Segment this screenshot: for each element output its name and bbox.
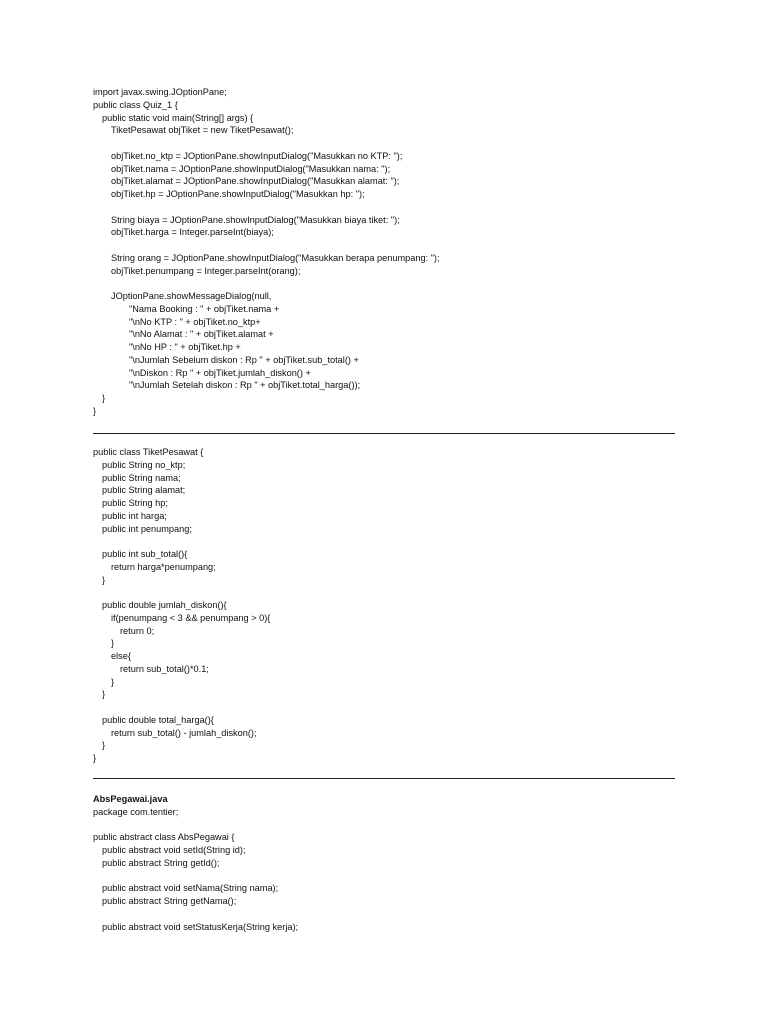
code-line: } xyxy=(93,753,97,763)
code-line: public abstract String getNama(); xyxy=(102,896,237,906)
code-line: return sub_total()*0.1; xyxy=(120,663,209,674)
code-line: if(penumpang < 3 && penumpang > 0){ xyxy=(111,612,271,623)
code-line: public String no_ktp; xyxy=(102,459,186,470)
code-line: "\nDiskon : Rp " + objTiket.jumlah_diskon() + xyxy=(129,367,311,378)
code-line: public int penumpang; xyxy=(102,523,192,534)
section-divider xyxy=(93,433,675,434)
code-line: String orang = JOptionPane.showInputDialog("Masukkan berapa penumpang: "); xyxy=(111,252,440,263)
code-line: "Nama Booking : " + objTiket.nama + xyxy=(129,303,280,314)
code-line: return harga*penumpang; xyxy=(111,561,216,572)
code-line: String biaya = JOptionPane.showInputDialog("Masukkan biaya tiket: "); xyxy=(111,214,400,225)
tiket-code-block xyxy=(93,446,675,765)
code-line: "\nNo Alamat : " + objTiket.alamat + xyxy=(129,329,274,340)
blank-line xyxy=(93,535,675,548)
section-divider xyxy=(93,778,675,779)
blank-line xyxy=(93,870,675,883)
code-line: public abstract String getId(); xyxy=(102,857,220,868)
code-line: } xyxy=(111,638,115,649)
code-line: "\nJumlah Sebelum diskon : Rp " + objTiket.sub_total() + xyxy=(129,354,359,365)
blank-line xyxy=(93,819,675,832)
abs-code-block xyxy=(93,806,675,934)
code-line: objTiket.no_ktp = JOptionPane.showInputDialog("Masukkan no KTP: "); xyxy=(111,150,403,161)
code-line: JOptionPane.showMessageDialog(null, xyxy=(111,291,272,301)
code-line: return sub_total() - jumlah_diskon(); xyxy=(111,727,257,738)
code-line: public class TiketPesawat { xyxy=(93,447,204,457)
abs-code-section xyxy=(93,793,675,933)
code-line: TiketPesawat objTiket = new TiketPesawat(); xyxy=(111,125,294,136)
quiz-code-block xyxy=(93,86,675,418)
code-line: "\nJumlah Setelah diskon : Rp " + objTiket.total_harga()); xyxy=(129,380,361,391)
code-line: return 0; xyxy=(120,625,155,636)
code-line: import javax.swing.JOptionPane; xyxy=(93,87,227,97)
code-line: objTiket.nama = JOptionPane.showInputDialog("Masukkan nama: "); xyxy=(111,163,391,174)
code-line: public double jumlah_diskon(){ xyxy=(102,600,227,610)
file-title: AbsPegawai.java xyxy=(93,794,168,804)
code-line: public abstract void setNama(String nama); xyxy=(102,883,279,894)
code-line: objTiket.alamat = JOptionPane.showInputDialog("Masukkan alamat: "); xyxy=(111,176,400,187)
code-line: public abstract void setId(String id); xyxy=(102,845,246,855)
blank-line xyxy=(93,701,675,714)
code-line: public static void main(String[] args) { xyxy=(102,112,254,123)
code-line: objTiket.hp = JOptionPane.showInputDialog("Masukkan hp: "); xyxy=(111,189,365,199)
code-line: public String nama; xyxy=(102,472,181,483)
code-line: } xyxy=(102,740,106,751)
code-line: public String hp; xyxy=(102,498,168,508)
code-line: objTiket.harga = Integer.parseInt(biaya); xyxy=(111,227,274,238)
code-line: } xyxy=(102,393,106,403)
blank-line xyxy=(93,137,675,150)
blank-line xyxy=(93,277,675,290)
blank-line xyxy=(93,908,675,921)
code-line: public class Quiz_1 { xyxy=(93,99,178,110)
blank-line xyxy=(93,586,675,599)
code-line: } xyxy=(102,689,106,700)
code-line: public double total_harga(){ xyxy=(102,714,214,725)
code-line: public int sub_total(){ xyxy=(102,549,188,559)
code-line: public String alamat; xyxy=(102,485,186,496)
code-line: public int harga; xyxy=(102,510,167,521)
code-line: public abstract class AbsPegawai { xyxy=(93,832,235,843)
blank-line xyxy=(93,239,675,252)
code-line: } xyxy=(111,676,115,687)
code-line: "\nNo HP : " + objTiket.hp + xyxy=(129,342,241,352)
code-line: objTiket.penumpang = Integer.parseInt(orang); xyxy=(111,265,301,276)
code-line: } xyxy=(93,405,97,416)
code-line: package com.tentier; xyxy=(93,806,179,817)
blank-line xyxy=(93,201,675,214)
code-line: else{ xyxy=(111,651,131,661)
code-line: } xyxy=(102,574,106,585)
code-line: "\nNo KTP : " + objTiket.no_ktp+ xyxy=(129,316,261,327)
code-line: public abstract void setStatusKerja(String kerja); xyxy=(102,921,299,932)
